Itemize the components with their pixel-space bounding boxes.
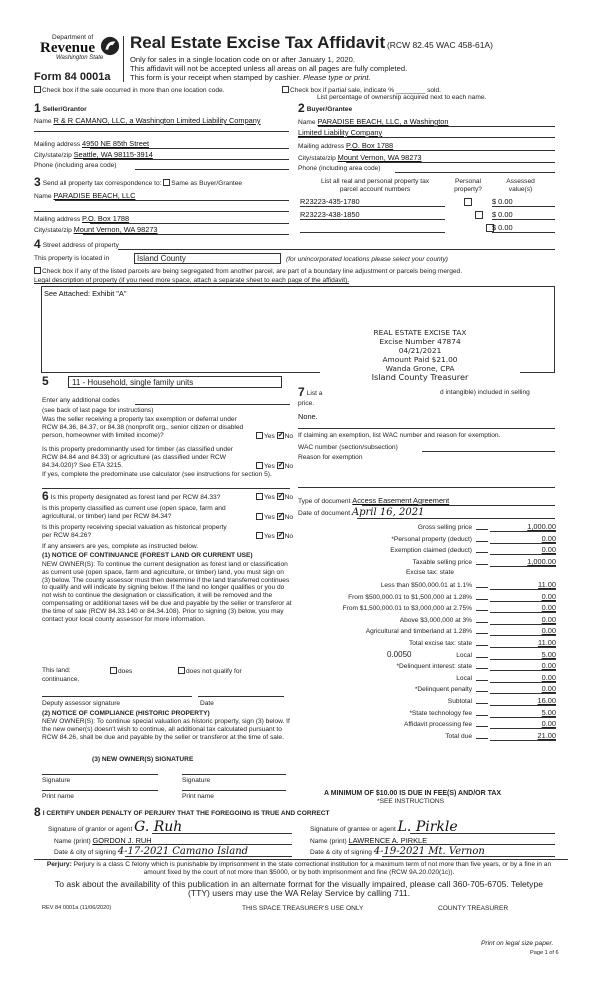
tax-row-value[interactable]: 21.00: [490, 731, 556, 741]
notice-compliance-heading: (2) NOTICE OF COMPLIANCE (HISTORIC PROPERTY): [42, 710, 210, 717]
land-use-code[interactable]: 11 - Household, single family units: [68, 376, 282, 388]
personal-property-list[interactable]: None.: [298, 412, 318, 421]
tax-row: [300, 730, 556, 741]
tax-row: [300, 533, 556, 544]
tax-row-label: Exemption claimed (deduct): [390, 547, 472, 555]
multi-location-checkbox[interactable]: Check box if the sale occurred in more than one location code.: [34, 86, 225, 94]
partial-sale-checkbox[interactable]: Check box if partial sale, indicate % ________ sold.: [282, 86, 441, 94]
tax-row-label: *Delinquent interest: state: [396, 663, 472, 671]
tax-row: [300, 707, 556, 718]
section-7-lead: 7 List a: [298, 385, 323, 399]
tax-row-label: *State technology fee: [409, 709, 472, 717]
tax-row: [300, 695, 556, 706]
tax-row-value[interactable]: 11.00: [490, 580, 556, 590]
minimum-due-note: A MINIMUM OF $10.00 IS DUE IN FEE(S) AND/OR TAX: [324, 790, 502, 797]
tax-row: [300, 556, 556, 567]
tax-row-value[interactable]: 0.00: [490, 719, 556, 729]
tax-row-value[interactable]: 0.00: [490, 615, 556, 625]
tax-row-value[interactable]: 5.00: [490, 650, 556, 660]
owner-signature-1[interactable]: Signature: [42, 777, 71, 784]
county-treasurer: COUNTY TREASURER: [438, 905, 509, 912]
historic-question: Is this property receiving special valuation as historical property per RCW 84.26?: [42, 524, 227, 539]
seller-phone[interactable]: Phone (including area code): [34, 162, 117, 169]
treasurer-space: THIS SPACE TREASURER'S USE ONLY: [242, 905, 364, 912]
tax-row-label: Total due: [445, 732, 472, 740]
assessed-value[interactable]: $ 0.00: [492, 210, 555, 220]
tax-row-value[interactable]: 0.00: [490, 592, 556, 602]
county-select[interactable]: Island County: [134, 253, 281, 264]
tax-row-value[interactable]: 5.00: [490, 708, 556, 718]
if-yes-note: If yes, complete the predominate use calculator (see instructions for section 5).: [42, 471, 272, 478]
tax-row-label: *Personal property (deduct): [391, 535, 472, 543]
personal-property-checkbox[interactable]: [475, 211, 483, 219]
instructions-1: Only for sales in a single location code on or after January 1, 2020.: [130, 55, 355, 64]
s6q1-yes-no[interactable]: Yes ✓ No: [256, 493, 293, 501]
exemption-reason[interactable]: Reason for exemption: [298, 454, 363, 461]
tax-row-label: Affidavit processing fee: [403, 721, 472, 729]
tax-row: [300, 625, 556, 636]
q1-yes-no[interactable]: Yes ✓ No: [256, 432, 293, 440]
additional-codes[interactable]: Enter any additional codes: [42, 397, 120, 404]
tax-row-label: Taxable selling price: [412, 558, 472, 566]
section-7-trail: d intangible) included in selling: [440, 389, 530, 396]
perjury-note: Perjury: Perjury is a class C felony which is punishable by imprisonment in the state correctional institution for a maximum term of not more than five years, or by a fine in an amount fixed by the court of not more than $5000, or by both imprisonment and fine (RCW 9A.20.020(1c)).: [46, 861, 552, 876]
tax-row-label: Local: [456, 674, 472, 682]
grantor-name[interactable]: Name (print) GORDON J. RUH: [54, 836, 152, 845]
tax-row: [300, 683, 556, 694]
dor-logo: Department of Revenue Washington State: [40, 34, 120, 61]
buyer-heading: 2 Buyer/Grantee: [298, 101, 353, 115]
continuance: continuance.: [42, 676, 80, 683]
parcel-number[interactable]: [300, 223, 445, 233]
grantee-date-city[interactable]: Date & city of signing 4-19-2021 Mt. Vernon: [310, 846, 485, 857]
tax-row-value[interactable]: 16.00: [490, 696, 556, 706]
correspondence-heading: 3 Send all property tax correspondence to: Same as Buyer/Grantee: [34, 175, 243, 189]
seller-heading: 1 Seller/Grantor: [34, 101, 87, 115]
personal-property-checkbox[interactable]: [464, 198, 472, 206]
grantor-date-city[interactable]: Date & city of signing 4-17-2021 Camano Island: [54, 846, 249, 857]
s6q3-yes-no[interactable]: Yes ✓ No: [256, 532, 293, 540]
back-note: (see back of last page for instructions): [42, 407, 154, 414]
tax-section-label: Excise tax: state: [406, 569, 455, 577]
section-5-number: 5: [42, 374, 49, 388]
segregation-checkbox[interactable]: Check box if any of the listed parcels are being segregated from another parcel, are part of a boundary line adjustment or parcels being merged.: [34, 267, 462, 275]
wac-number[interactable]: WAC number (section/subsection): [298, 444, 398, 451]
partial-note: List percentage of ownership acquired next to each name.: [317, 94, 487, 101]
location: This property is located in: [34, 255, 110, 262]
local-rate: 0.0050: [387, 650, 412, 659]
header-divider: [123, 36, 124, 82]
tax-row: [300, 672, 556, 683]
certify-statement: 8 I CERTIFY UNDER PENALTY OF PERJURY THAT THE FOREGOING IS TRUE AND CORRECT: [34, 805, 330, 819]
logo-mark-icon: [100, 36, 120, 56]
tax-row: [300, 591, 556, 602]
page-number: Page 1 of 6: [530, 950, 559, 956]
assessed-value[interactable]: $ 0.00: [492, 223, 555, 233]
tax-row-value[interactable]: 0.00: [490, 534, 556, 544]
corr-mail[interactable]: Mailing address P.O. Box 1788: [34, 214, 130, 223]
tax-row-value[interactable]: 0.00: [490, 684, 556, 694]
revision: REV 84 0001a (11/06/2020): [42, 905, 112, 911]
tax-row-value[interactable]: 0.00: [490, 626, 556, 636]
treasurer-stamp: REAL ESTATE EXCISE TAX Excise Number 47874 04/21/2021 Amount Paid $21.00 Wanda Grone, CPA Island County Treasurer: [320, 328, 520, 382]
parcel-header: List all real and personal property tax parcel account numbers: [320, 178, 430, 193]
tax-row-value[interactable]: 0.00: [490, 603, 556, 613]
buyer-name-2[interactable]: Limited Liability Company: [298, 128, 383, 137]
q2-yes-no[interactable]: Yes ✓ No: [256, 462, 293, 470]
exemption-question: Was the seller receiving a property tax exemption or deferral under RCW 84.36, 84.37, or 84.38 (nonprofit org., senior citizen or disabled person, homeowner with limited income)?: [42, 416, 244, 439]
buyer-name[interactable]: Name PARADISE BEACH, LLC, a Washington: [298, 117, 449, 126]
timber-question: Is this property predominantly used for timber (as classified under RCW 84.84 and 84.33) or agriculture (as classified under RCW 84.34.020)? See ETA 3215.: [42, 446, 233, 469]
parcel-number[interactable]: R23223-435-1780: [300, 197, 445, 207]
tax-row-label: From $1,500,000.01 to $3,000,000 at 2.75%: [342, 605, 472, 613]
assessed-header: Assessed value(s): [506, 178, 535, 193]
notice-continuance-heading: (1) NOTICE OF CONTINUANCE (FOREST LAND OR CURRENT USE): [42, 552, 253, 559]
instructions-3: This form is your receipt when stamped by cashier. Please type or print.: [130, 73, 371, 82]
tax-row-value[interactable]: 0.00: [490, 545, 556, 555]
seller-city[interactable]: City/state/zip Seattle, WA 98115-3914: [34, 150, 153, 159]
tax-row-value[interactable]: 1,000.00: [490, 522, 556, 532]
personal-header: Personal property?: [454, 178, 482, 193]
seller-mail[interactable]: Mailing address 4950 NE 85th Street: [34, 139, 150, 148]
tax-row: [300, 579, 556, 590]
current-use-question: Is this property classified as current use (open space, farm and agricultural, or timber) land per RCW 84.34?: [42, 505, 226, 520]
deputy-signature-label: Deputy assessor signature: [42, 700, 121, 707]
grantor-signature[interactable]: Signature of grantor or agent G. Ruh: [48, 819, 183, 835]
does-checkbox[interactable]: does: [110, 667, 132, 675]
tax-row-label: Agricultural and timberland at 1.28%: [365, 628, 472, 636]
corr-city[interactable]: City/state/zip Mount Vernon, WA 98273: [34, 225, 158, 234]
tax-row-label: Above $3,000,000 at 3%: [399, 616, 472, 624]
tax-row: [300, 660, 556, 671]
grantee-name[interactable]: Name (print) LAWRENCE A. PIRKLE: [310, 836, 428, 845]
tax-row: [300, 544, 556, 555]
new-owner-signature-heading: (3) NEW OWNER(S) SIGNATURE: [92, 756, 194, 763]
owner-signature-2[interactable]: Signature: [182, 777, 211, 784]
notice-compliance-text: NEW OWNER(S): To continue special valuation as historic property, sign (3) below. If the new owner(s) doesn't wish to continue, all additional tax calculated pursuant to RCW 84.26, shall be due and payable by the seller or transferor at the time of sale.: [42, 718, 290, 741]
tax-row-label: From $500,000.01 to $1,500,000 at 1.28%: [348, 593, 472, 601]
does-not-checkbox[interactable]: does not qualify for: [178, 667, 242, 675]
forest-question: 6 Is this property designated as forest land per RCW 84.33?: [42, 489, 221, 503]
tax-row-label: Subtotal: [447, 698, 472, 705]
owner-print-1[interactable]: Print name: [42, 793, 74, 800]
see-instructions: *SEE INSTRUCTIONS: [377, 798, 445, 805]
tax-row-label: *Delinquent penalty: [414, 686, 472, 694]
any-yes-note: If any answers are yes, complete as instructed below.: [42, 543, 199, 550]
tax-row: [300, 602, 556, 613]
tax-row-value[interactable]: 0.00: [490, 661, 556, 671]
tax-row-label: Local: [456, 651, 472, 659]
notice-continuance-text: NEW OWNER(S): To continue the current designation as forest land or classification as current use (open space, farm and agriculture, or timber) land, you must sign on (3) below. The county assessor must then determine if the land transferred continues to qualify and will indicate by signing below. If the land no longer qualifies or you do not wish to continue the designation or classification, it will be removed and the compensating or additional taxes will be due and payable by the seller or transferor at the time of sale (RCW 84.33.140 or 84.34.108). Prior to signing (3) below, you may contact your local county assessor for more information.: [42, 561, 292, 623]
form-title: Real Estate Excise Tax Affidavit (RCW 82.45 WAC 458-61A): [130, 33, 493, 52]
corr-name[interactable]: Name PARADISE BEACH, LLC: [34, 191, 136, 200]
assessed-value[interactable]: $ 0.00: [492, 197, 555, 207]
legal-description-box[interactable]: See Attached: Exhibit "A": [41, 286, 555, 373]
form-number: Form 84 0001a: [34, 71, 111, 83]
tax-row: [300, 521, 556, 532]
tax-row: [300, 614, 556, 625]
tax-row: [300, 637, 556, 648]
seller-name[interactable]: Name R & R CAMANO, LLC, a Washington Limited Liability Company: [34, 116, 261, 125]
tax-row-label: Less than $500,000.01 at 1.1%: [380, 582, 472, 589]
buyer-mail[interactable]: Mailing address P.O. Box 1788: [298, 141, 394, 150]
tax-row-value[interactable]: 11.00: [490, 638, 556, 648]
land-qualify[interactable]: This land:: [42, 667, 71, 674]
instructions-2: This affidavit will not be accepted unless all areas on all pages are fully completed.: [130, 64, 408, 73]
tax-row-label: Total excise tax: state: [408, 640, 472, 647]
document-type[interactable]: Type of document Access Easement Agreement: [298, 496, 450, 505]
owner-print-2[interactable]: Print name: [182, 793, 214, 800]
section-7-price: price.: [298, 400, 315, 407]
exemption-note: If claiming an exemption, list WAC number and reason for exemption.: [298, 432, 501, 439]
s6q2-yes-no[interactable]: Yes ✓ No: [256, 513, 293, 521]
buyer-city[interactable]: City/state/zip Mount Vernon, WA 98273: [298, 153, 422, 162]
accessibility-note: To ask about the availability of this publication in an alternate format for the visually impaired, please call 360-705-6705. Teletype (TTY) users may use the WA Relay Service by calling 711.: [54, 879, 544, 898]
parcel-number[interactable]: R23223-438-1850: [300, 210, 445, 220]
legal-description-label: Legal description of property (if you need more space, attach a separate sheet to each page of the affidavit).: [34, 277, 350, 284]
document-date[interactable]: Date of document April 16, 2021: [298, 507, 425, 518]
tax-row-value[interactable]: 1,000.00: [490, 557, 556, 567]
county-note: (for unincorporated locations please select your county): [286, 256, 449, 263]
street-address[interactable]: 4 Street address of property: [34, 237, 119, 251]
grantee-signature[interactable]: Signature of grantee or agent L. Pirkle: [310, 819, 458, 835]
buyer-phone[interactable]: Phone (including area code): [298, 165, 381, 172]
tax-row-label: Gross selling price: [417, 524, 472, 531]
legal-paper-note: Print on legal size paper.: [481, 940, 554, 947]
deputy-date-label: Date: [200, 700, 214, 707]
tax-row: [300, 649, 556, 660]
tax-row: [300, 718, 556, 729]
tax-row-value[interactable]: 0.00: [490, 673, 556, 683]
